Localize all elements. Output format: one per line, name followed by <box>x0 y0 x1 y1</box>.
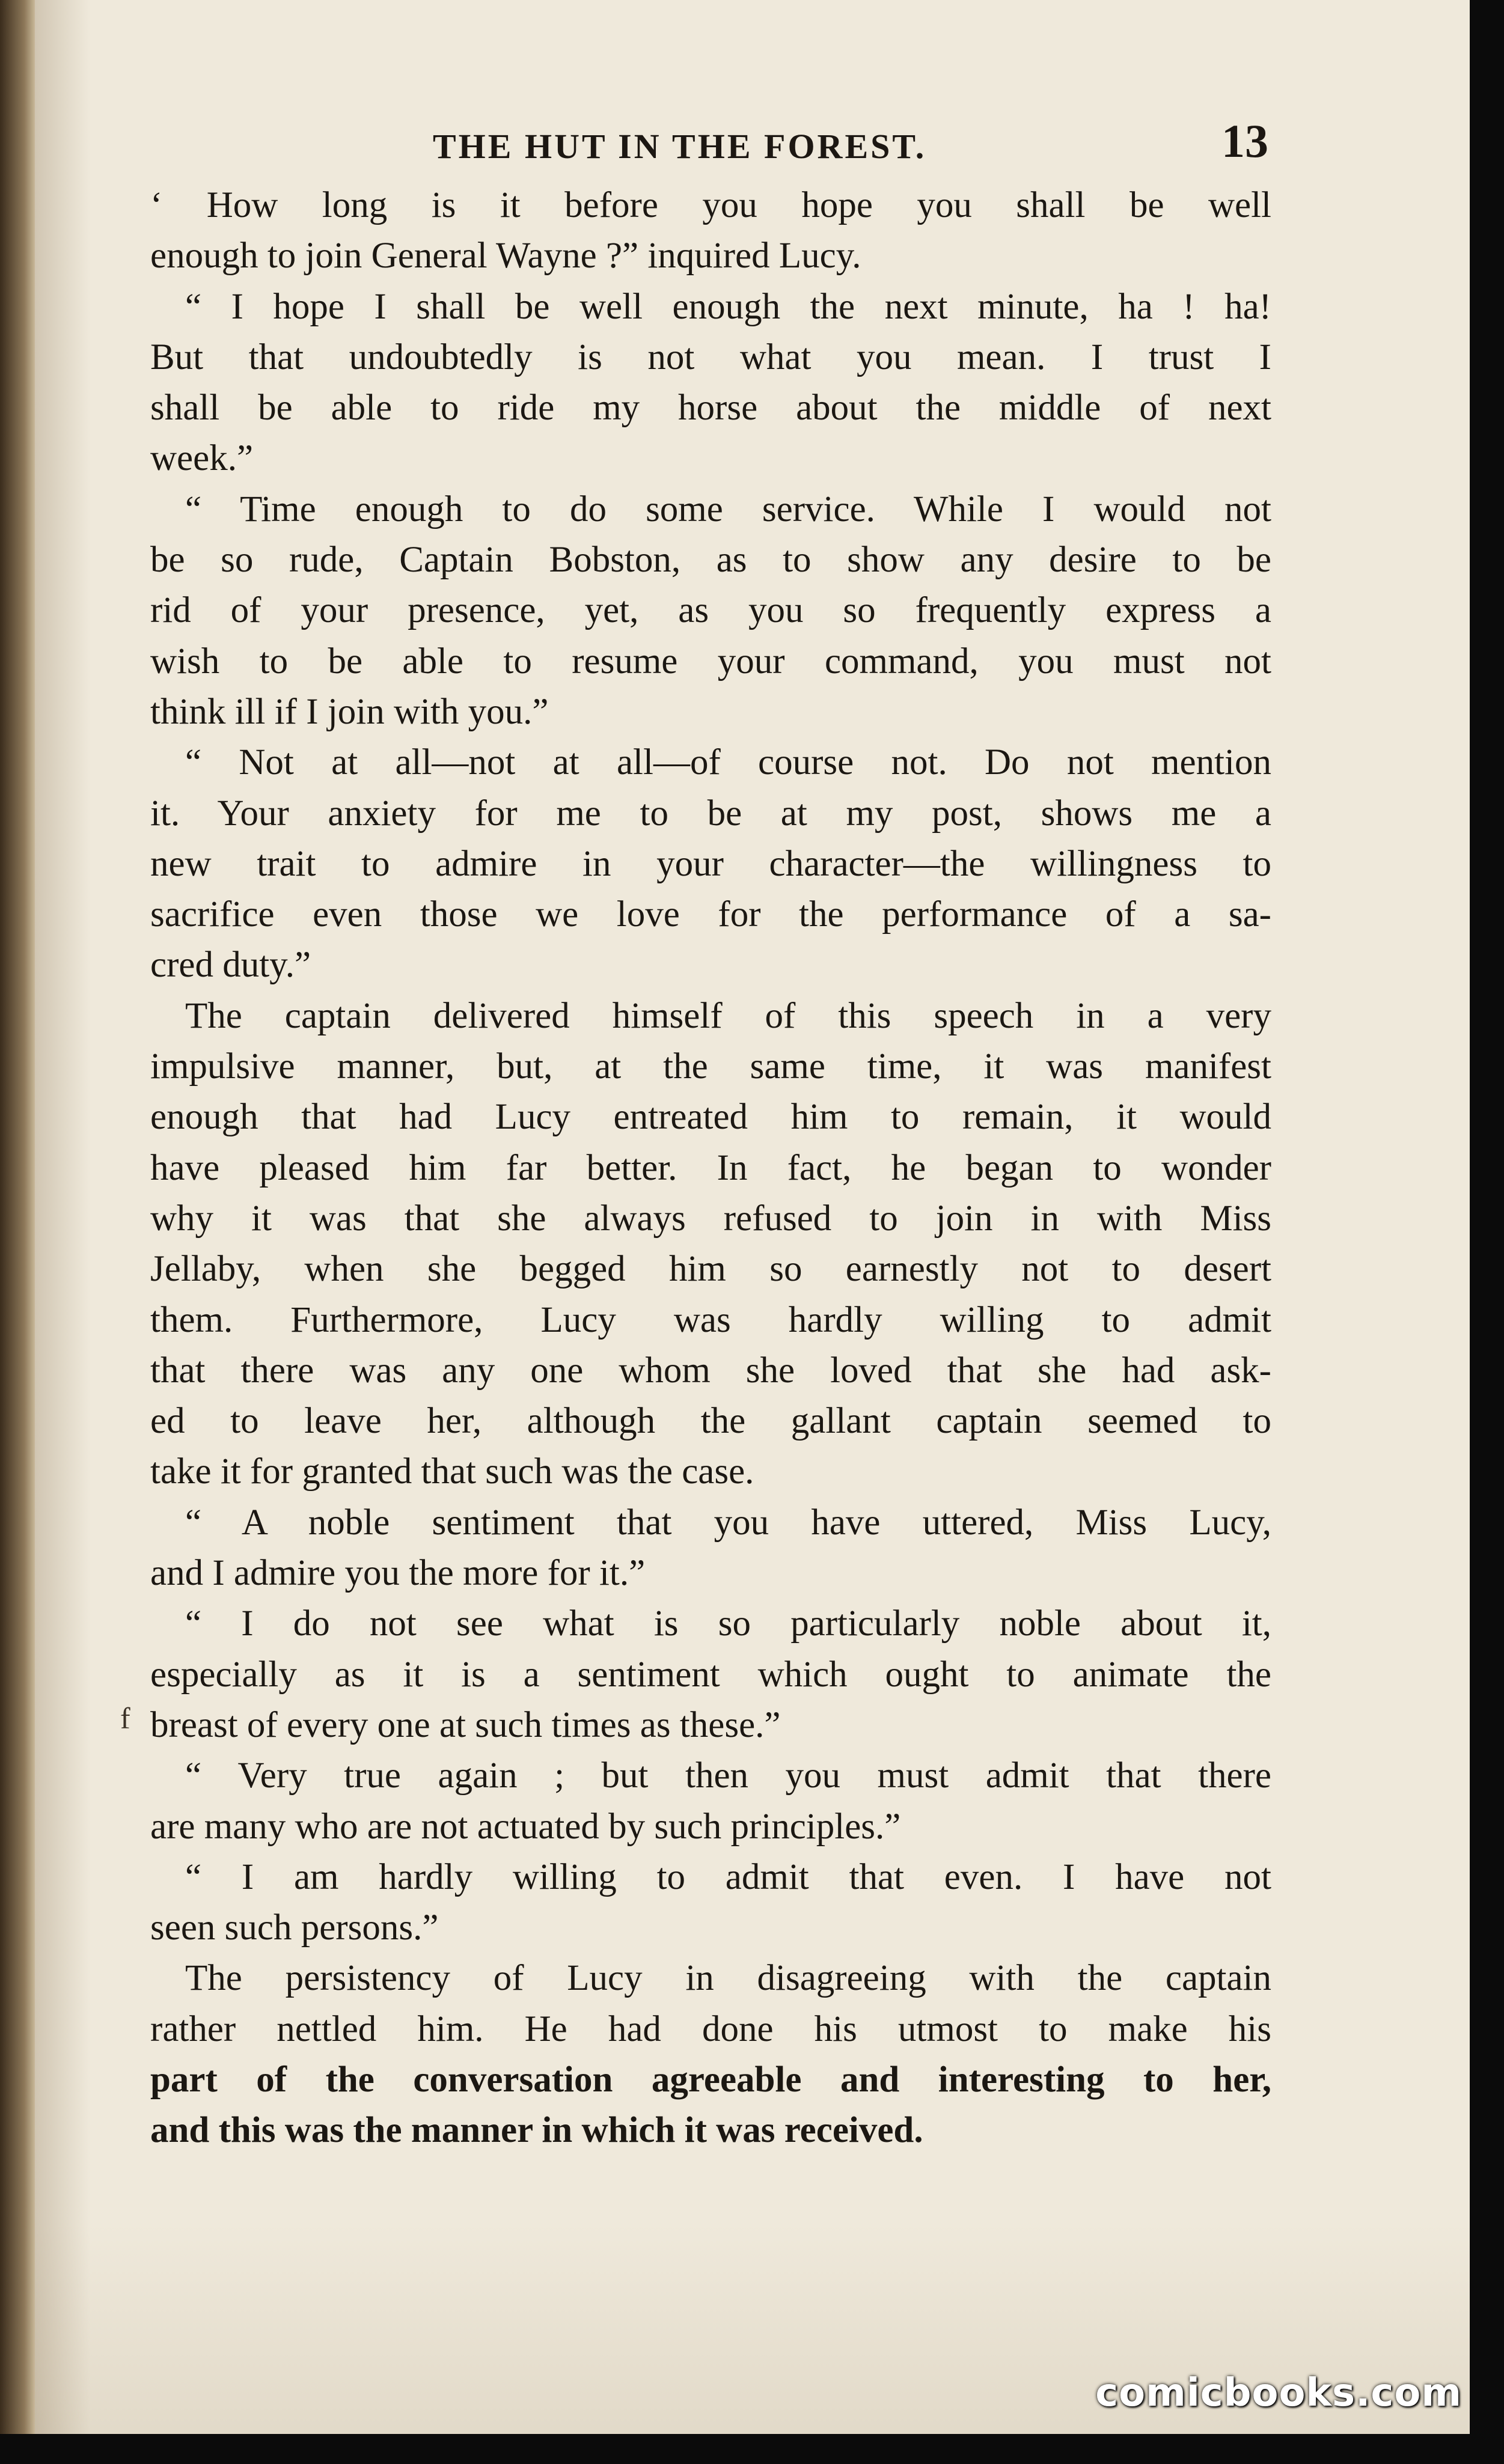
text-line: “ Not at all—not at all—of course not. Do not mention <box>185 742 1271 783</box>
text-line: cred duty.” <box>150 945 311 986</box>
running-head: THE HUT IN THE FOREST. <box>433 127 927 166</box>
text-line: it. Your anxiety for me to be at my post, shows me a <box>150 793 1271 834</box>
page-header <box>156 114 1268 180</box>
text-line: that there was any one whom she loved that she had ask- <box>150 1350 1271 1391</box>
text-line: shall be able to ride my horse about the middle of next <box>150 388 1271 428</box>
text-line: take it for granted that such was the case. <box>150 1451 754 1492</box>
text-line: think ill if I join with you.” <box>150 691 549 732</box>
text-line: especially as it is a sentiment which ought to animate the <box>150 1654 1271 1695</box>
text-line: seen such persons.” <box>150 1907 439 1948</box>
text-line: ed to leave her, although the gallant captain seemed to <box>150 1401 1271 1442</box>
page-number: 13 <box>1221 115 1268 167</box>
text-line: impulsive manner, but, at the same time, it was manifest <box>150 1046 1271 1087</box>
text-line: sacrifice even those we love for the performance of a sa- <box>150 894 1271 935</box>
text-line: breast of every one at such times as these.” <box>150 1704 781 1745</box>
text-line: But that undoubtedly is not what you mean. I trust I <box>150 337 1271 377</box>
text-line: enough to join General Wayne ?” inquired Lucy. <box>150 236 861 276</box>
text-line: “ I do not see what is so particularly noble about it, <box>185 1603 1271 1644</box>
text-line: rather nettled him. He had done his utmost to make his <box>150 2008 1271 2049</box>
text-line: week.” <box>150 438 254 479</box>
text-line: “ I am hardly willing to admit that even. I have not <box>185 1856 1271 1897</box>
text-line: rid of your presence, yet, as you so frequently express a <box>150 590 1271 631</box>
text-line: “ A noble sentiment that you have uttered, Miss Lucy, <box>185 1502 1271 1543</box>
text-line: enough that had Lucy entreated him to remain, it would <box>150 1097 1271 1138</box>
text-line: wish to be able to resume your command, you must not <box>150 641 1271 682</box>
margin-mark: f <box>120 1701 130 1735</box>
text-line: be so rude, Captain Bobston, as to show any desire to be <box>150 540 1271 581</box>
book-spine-shadow <box>0 0 35 2434</box>
text-line: part of the conversation agreeable and interesting to her, <box>150 2059 1271 2100</box>
watermark: comicbooks.com <box>1095 2371 1462 2415</box>
scan-border-bottom <box>0 2434 1504 2464</box>
text-line: and I admire you the more for it.” <box>150 1553 646 1594</box>
text-line: The persistency of Lucy in disagreeing with the captain <box>185 1958 1271 1999</box>
text-line: why it was that she always refused to join in with Miss <box>150 1198 1271 1239</box>
text-line: have pleased him far better. In fact, he began to wonder <box>150 1147 1271 1188</box>
text-line: “ Time enough to do some service. While I would not <box>185 489 1271 529</box>
text-line: are many who are not actuated by such principles.” <box>150 1806 901 1847</box>
text-line: “ Very true again ; but then you must admit that there <box>185 1755 1271 1796</box>
text-line: them. Furthermore, Lucy was hardly willing to admit <box>150 1299 1271 1340</box>
text-line: new trait to admire in your character—the willingness to <box>150 843 1271 884</box>
text-line: Jellaby, when she begged him so earnestly not to desert <box>150 1249 1271 1290</box>
text-line: “ I hope I shall be well enough the next minute, ha ! ha! <box>185 286 1271 327</box>
text-line: and this was the manner in which it was received. <box>150 2110 923 2151</box>
scan-border-right <box>1470 0 1504 2464</box>
text-line: The captain delivered himself of this speech in a very <box>185 995 1271 1036</box>
text-line: ‘ How long is it before you hope you shall be well <box>150 185 1271 225</box>
body-text <box>150 180 1271 2156</box>
